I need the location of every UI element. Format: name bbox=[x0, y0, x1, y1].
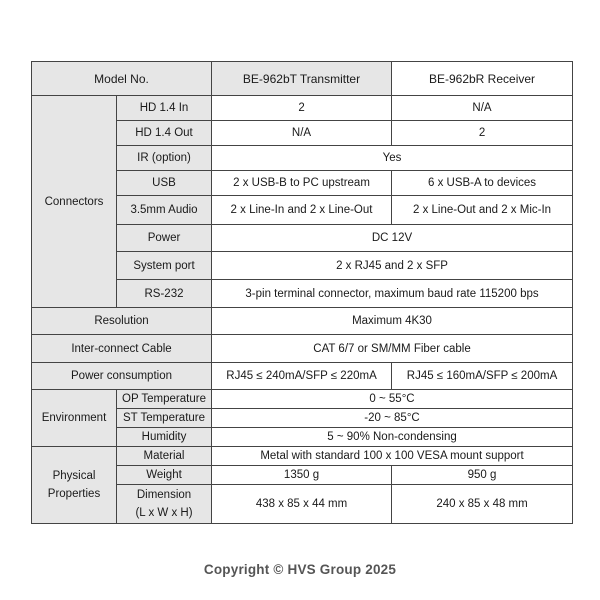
interconnect-label: Inter-connect Cable bbox=[32, 335, 212, 363]
cell-value: 2 x Line-In and 2 x Line-Out bbox=[212, 196, 392, 225]
connectors-group-label: Connectors bbox=[32, 96, 117, 308]
table-row bbox=[32, 308, 573, 335]
cell-value: 240 x 85 x 48 mm bbox=[392, 485, 573, 524]
row-label: System port bbox=[117, 252, 212, 280]
spec-table bbox=[31, 61, 573, 524]
resolution-label: Resolution bbox=[32, 308, 212, 335]
resolution-value: Maximum 4K30 bbox=[212, 308, 573, 335]
cell-value: N/A bbox=[392, 96, 573, 121]
row-label: Humidity bbox=[117, 428, 212, 447]
cell-value: 2 x USB-B to PC upstream bbox=[212, 171, 392, 196]
power-consumption-rx: RJ45 ≤ 160mA/SFP ≤ 200mA bbox=[392, 363, 573, 390]
cell-value: 2 bbox=[392, 121, 573, 146]
cell-value: 5 ~ 90% Non-condensing bbox=[212, 428, 573, 447]
copyright-footer: Copyright © HVS Group 2025 bbox=[203, 562, 397, 577]
power-consumption-label: Power consumption bbox=[32, 363, 212, 390]
interconnect-value: CAT 6/7 or SM/MM Fiber cable bbox=[212, 335, 573, 363]
row-label: ST Temperature bbox=[117, 409, 212, 428]
row-label: 3.5mm Audio bbox=[117, 196, 212, 225]
cell-value: DC 12V bbox=[212, 225, 573, 252]
cell-value: 3-pin terminal connector, maximum baud rate 115200 bps bbox=[212, 280, 573, 308]
row-label: OP Temperature bbox=[117, 390, 212, 409]
row-label: Material bbox=[117, 447, 212, 466]
table-row bbox=[32, 447, 573, 466]
row-label: HD 1.4 In bbox=[117, 96, 212, 121]
row-label: Weight bbox=[117, 466, 212, 485]
model-no-label: Model No. bbox=[32, 62, 212, 96]
cell-value: Metal with standard 100 x 100 VESA mount support bbox=[212, 447, 573, 466]
cell-value: 0 ~ 55°C bbox=[212, 390, 573, 409]
power-consumption-tx: RJ45 ≤ 240mA/SFP ≤ 220mA bbox=[212, 363, 392, 390]
row-label: USB bbox=[117, 171, 212, 196]
physical-label-line1: Physical bbox=[52, 470, 96, 482]
row-label: RS-232 bbox=[117, 280, 212, 308]
receiver-header: BE-962bR Receiver bbox=[392, 62, 573, 96]
environment-group-label: Environment bbox=[32, 390, 117, 447]
cell-value: N/A bbox=[212, 121, 392, 146]
cell-value: Yes bbox=[212, 146, 573, 171]
table-row bbox=[32, 96, 573, 121]
table-row bbox=[32, 335, 573, 363]
row-label: IR (option) bbox=[117, 146, 212, 171]
cell-value: 2 x RJ45 and 2 x SFP bbox=[212, 252, 573, 280]
physical-label-line2: Properties bbox=[47, 488, 101, 500]
cell-value: 6 x USB-A to devices bbox=[392, 171, 573, 196]
table-row bbox=[32, 363, 573, 390]
transmitter-header: BE-962bT Transmitter bbox=[212, 62, 392, 96]
row-label: Power bbox=[117, 225, 212, 252]
cell-value: 2 x Line-Out and 2 x Mic-In bbox=[392, 196, 573, 225]
header-row bbox=[32, 62, 573, 96]
cell-value: 1350 g bbox=[212, 466, 392, 485]
cell-value: 438 x 85 x 44 mm bbox=[212, 485, 392, 524]
dimension-label-line1: Dimension bbox=[136, 489, 192, 501]
dimension-label bbox=[117, 485, 212, 524]
physical-group-label bbox=[32, 447, 117, 524]
row-label: HD 1.4 Out bbox=[117, 121, 212, 146]
cell-value: 950 g bbox=[392, 466, 573, 485]
cell-value: 2 bbox=[212, 96, 392, 121]
dimension-label-line2: (L x W x H) bbox=[135, 507, 193, 519]
table-row bbox=[32, 390, 573, 409]
cell-value: -20 ~ 85°C bbox=[212, 409, 573, 428]
